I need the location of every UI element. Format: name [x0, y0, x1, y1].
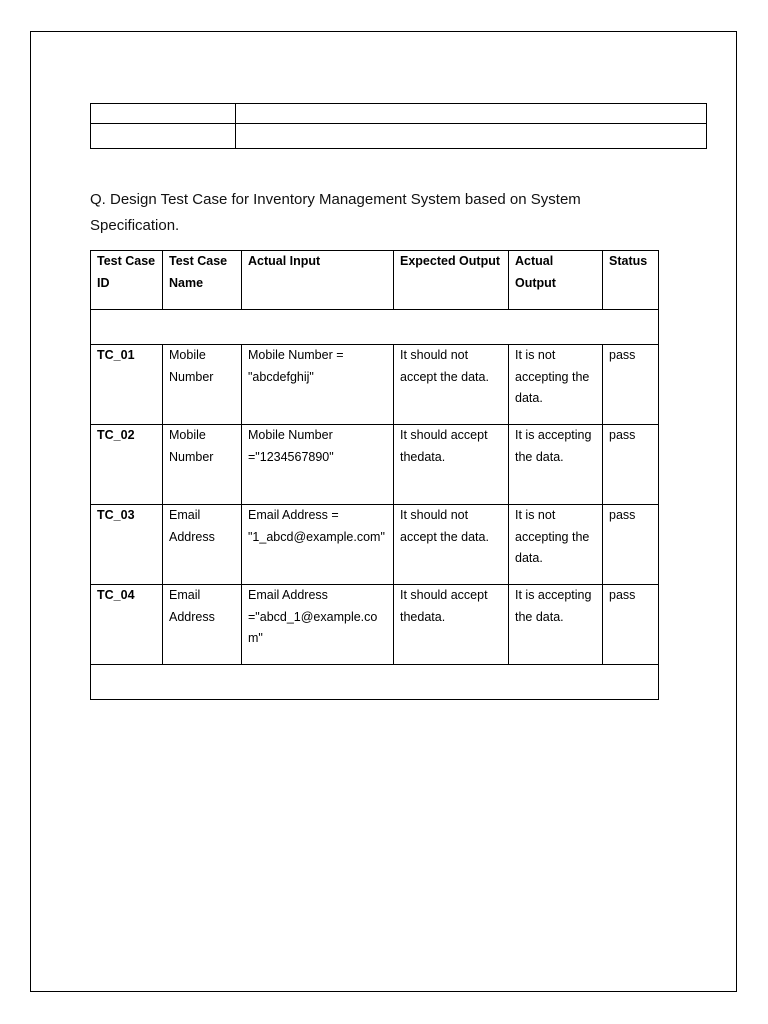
cell-actual-input: Mobile Number = "abcdefghij"	[242, 345, 394, 425]
cell-status: pass	[603, 505, 659, 585]
table-row	[91, 585, 659, 665]
header-row	[91, 104, 707, 124]
cell-actual-input: Email Address ="abcd_1@example.com"	[242, 585, 394, 665]
col-header-status: Status	[603, 251, 659, 310]
cell-test-case-id: TC_04	[91, 585, 163, 665]
header-label-cell	[91, 124, 236, 149]
table-row	[91, 505, 659, 585]
empty-row	[91, 310, 659, 345]
table-row	[91, 425, 659, 505]
question-text: Q. Design Test Case for Inventory Management System based on System Specification.	[90, 191, 581, 234]
cell-status: pass	[603, 585, 659, 665]
empty-row	[91, 665, 659, 700]
cell-actual-output: It is accepting the data.	[509, 425, 603, 505]
header-value-cell	[236, 104, 707, 124]
table-row	[91, 345, 659, 425]
cell-status: pass	[603, 345, 659, 425]
cell-actual-output: It is not accepting the data.	[509, 505, 603, 585]
table-header-row	[91, 251, 659, 310]
col-header-actual-output: Actual Output	[509, 251, 603, 310]
col-header-test-case-name: Test Case Name	[163, 251, 242, 310]
col-header-actual-input: Actual Input	[242, 251, 394, 310]
cell-actual-output: It is not accepting the data.	[509, 345, 603, 425]
cell-actual-input: Mobile Number ="1234567890"	[242, 425, 394, 505]
cell-test-case-id: TC_01	[91, 345, 163, 425]
cell-test-case-id: TC_02	[91, 425, 163, 505]
cell-test-case-name: Email Address	[163, 505, 242, 585]
header-row	[91, 124, 707, 149]
header-value-cell	[236, 124, 707, 149]
cell-test-case-name: Email Address	[163, 585, 242, 665]
col-header-expected-output: Expected Output	[394, 251, 509, 310]
cell-actual-output: It is accepting the data.	[509, 585, 603, 665]
col-header-test-case-id: Test Case ID	[91, 251, 163, 310]
cell-test-case-name: Mobile Number	[163, 425, 242, 505]
empty-cell	[91, 665, 659, 700]
empty-cell	[91, 310, 659, 345]
cell-test-case-name: Mobile Number	[163, 345, 242, 425]
header-info-table	[90, 103, 707, 149]
cell-actual-input: Email Address = "1_abcd@example.com"	[242, 505, 394, 585]
header-label-cell	[91, 104, 236, 124]
cell-test-case-id: TC_03	[91, 505, 163, 585]
cell-expected-output: It should accept thedata.	[394, 425, 509, 505]
cell-status: pass	[603, 425, 659, 505]
test-case-table	[90, 250, 659, 700]
cell-expected-output: It should not accept the data.	[394, 505, 509, 585]
cell-expected-output: It should accept thedata.	[394, 585, 509, 665]
cell-expected-output: It should not accept the data.	[394, 345, 509, 425]
